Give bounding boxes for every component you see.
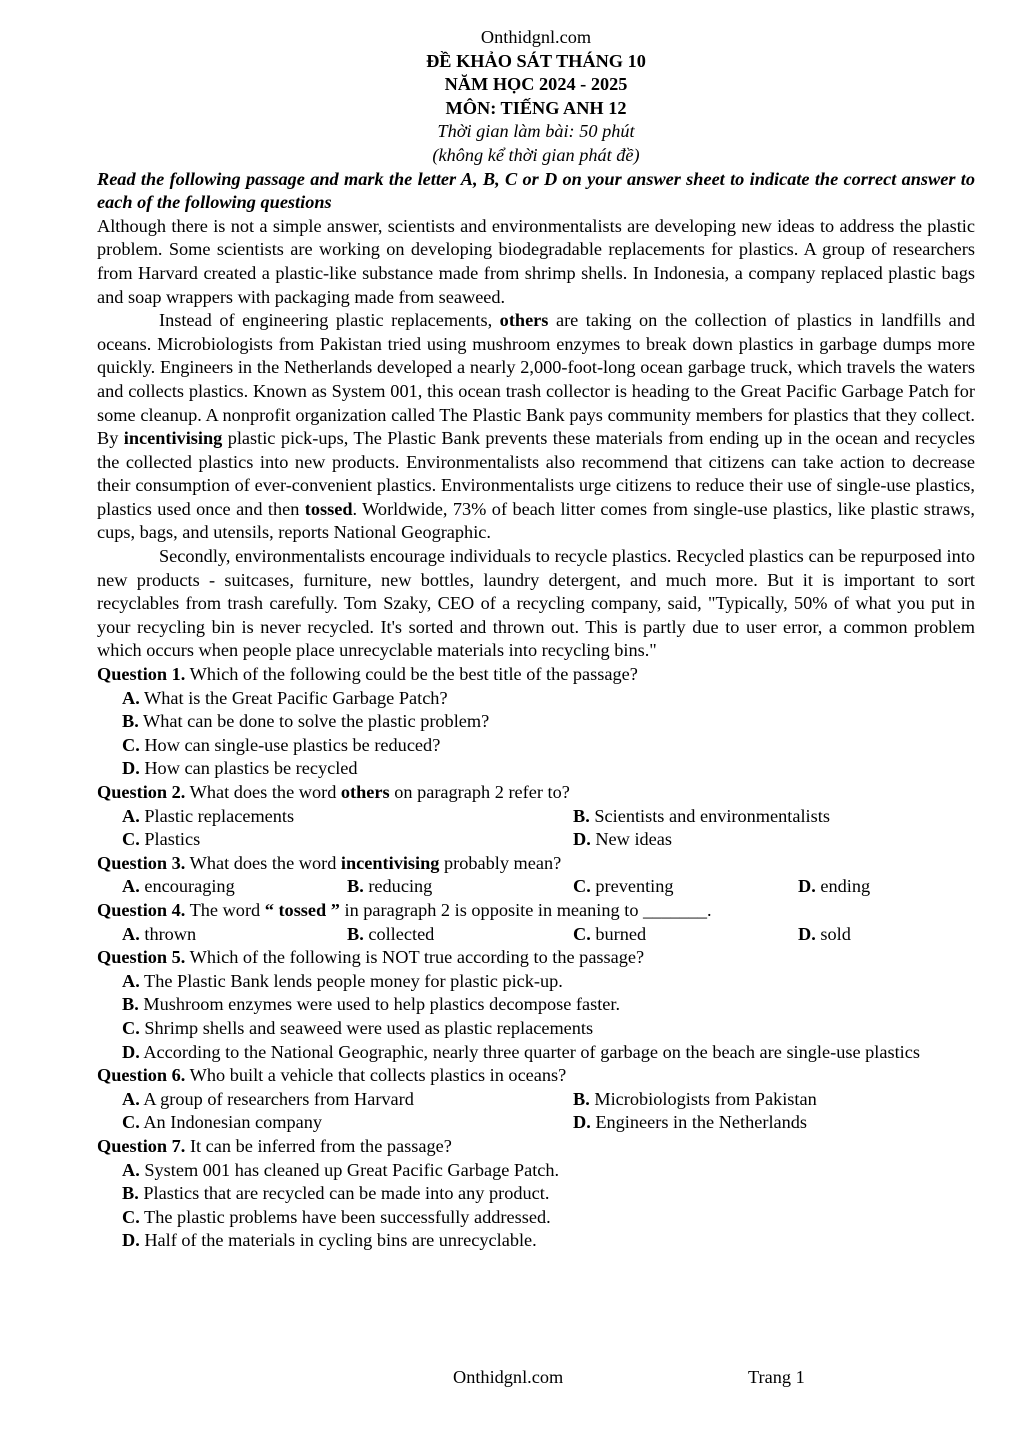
question-text: probably mean? <box>439 852 562 873</box>
p2-word-incentivising: incentivising <box>123 428 223 449</box>
time-limit: Thời gian làm bài: 50 phút <box>437 121 635 142</box>
question-text: Who built a vehicle that collects plastics in oceans? <box>185 1065 567 1086</box>
option-label: D. <box>573 829 591 850</box>
option-text: What is the Great Pacific Garbage Patch? <box>144 687 448 708</box>
option-text: Plastics that are recycled can be made into any product. <box>143 1183 550 1204</box>
option-d[interactable] <box>573 828 1000 852</box>
option-label: A. <box>122 876 140 897</box>
option-text: How can plastics be recycled <box>144 758 358 779</box>
option-a[interactable] <box>122 875 347 899</box>
option-d[interactable] <box>798 923 1000 947</box>
p2-word-others: others <box>499 310 549 331</box>
option-b[interactable] <box>347 875 573 899</box>
p2-word-tossed: tossed <box>304 498 353 519</box>
page-number: Trang 1 <box>748 1367 805 1387</box>
p2-text-4: . Worldwide, 73% of beach litter comes from single-use plastics, like plastic straws, cups, bags, and utensils, reports National Geographic. <box>97 498 975 543</box>
answer-blank: _______ <box>643 899 708 920</box>
option-b[interactable] <box>347 923 573 947</box>
option-a[interactable] <box>122 923 347 947</box>
option-text: The plastic problems have been successfully addressed. <box>144 1206 551 1227</box>
option-label: C. <box>573 876 591 897</box>
option-label: D. <box>122 758 140 779</box>
question-text: What does the word <box>185 852 341 873</box>
question-text: The word <box>185 899 265 920</box>
option-label: D. <box>122 1041 140 1062</box>
option-c[interactable] <box>122 828 573 852</box>
question-7 <box>97 1135 975 1159</box>
option-label: D. <box>122 1230 140 1251</box>
question-keyword: incentivising <box>340 852 440 873</box>
option-label: C. <box>122 734 140 755</box>
option-label: C. <box>122 1112 140 1133</box>
option-text: According to the National Geographic, nearly three quarter of garbage on the beach are single-use plastics <box>143 1041 920 1062</box>
option-c[interactable] <box>573 875 798 899</box>
option-text: How can single-use plastics be reduced? <box>144 734 441 755</box>
subject: MÔN: TIẾNG ANH 12 <box>445 97 627 118</box>
option-c[interactable] <box>97 1206 975 1230</box>
option-text: Plastics <box>144 829 201 850</box>
option-label: A. <box>122 805 140 826</box>
option-text: preventing <box>595 876 674 897</box>
question-label: Question 4. <box>97 899 186 920</box>
question-4 <box>97 899 975 923</box>
option-label: C. <box>122 829 140 850</box>
option-d[interactable] <box>97 1229 975 1253</box>
option-c[interactable] <box>97 1017 975 1041</box>
option-label: A. <box>122 1159 140 1180</box>
option-a[interactable] <box>122 805 573 829</box>
option-label: A. <box>122 1088 140 1109</box>
option-text: ending <box>820 876 871 897</box>
question-label: Question 1. <box>97 664 186 685</box>
option-label: B. <box>122 994 139 1015</box>
option-label: A. <box>122 923 140 944</box>
option-label: C. <box>122 1206 140 1227</box>
option-a[interactable] <box>122 1088 573 1112</box>
option-d[interactable] <box>573 1111 1000 1135</box>
options-grid <box>97 923 975 947</box>
option-label: B. <box>347 923 364 944</box>
question-2 <box>97 781 975 805</box>
option-text: Mushroom enzymes were used to help plastics decompose faster. <box>143 994 621 1015</box>
option-label: D. <box>798 876 816 897</box>
option-text: burned <box>595 923 647 944</box>
option-text: encouraging <box>144 876 235 897</box>
question-text: It can be inferred from the passage? <box>185 1135 452 1156</box>
question-text: What does the word <box>185 782 341 802</box>
question-label: Question 7. <box>97 1135 186 1156</box>
option-text: sold <box>820 923 851 944</box>
option-text: Half of the materials in cycling bins are unrecyclable. <box>144 1230 537 1251</box>
footer-site: Onthidgnl.com <box>453 1367 564 1387</box>
question-text: Which of the following could be the best title of the passage? <box>185 664 638 685</box>
option-text: An Indonesian company <box>143 1112 323 1133</box>
passage-paragraph-1: Although there is not a simple answer, scientists and environmentalists are developing new ideas to address the plastic problem. Some scientists are working on developing biodegradable replacements for plastics. A group of researchers from Harvard created a plastic-like substance made from shrimp shells. In Indonesia, a company replaced plastic bags and soap wrappers with packaging made from seaweed. <box>97 215 975 307</box>
option-a[interactable] <box>97 970 975 994</box>
p2-text-1: Instead of engineering plastic replacements, <box>159 310 500 331</box>
option-b[interactable] <box>573 805 1000 829</box>
option-text: Scientists and environmentalists <box>594 805 830 826</box>
option-text: Plastic replacements <box>144 805 295 826</box>
option-d[interactable] <box>97 757 975 781</box>
question-1 <box>97 663 975 687</box>
option-text: New ideas <box>595 829 673 850</box>
question-label: Question 5. <box>97 947 186 968</box>
p2-text-3: plastic pick-ups, The Plastic Bank prevents these materials from ending up in the ocean and recycles the collected plastics into new products. Environmentalists also recommend that citizens can take action to decrease their consumption of ever-convenient plastics. Environmentalists urge citizens to reduce their use of single-use plastics, plastics used once and then <box>97 428 975 519</box>
option-c[interactable] <box>122 1111 573 1135</box>
school-year: NĂM HỌC 2024 - 2025 <box>444 74 628 95</box>
question-label: Question 3. <box>97 852 186 873</box>
option-label: A. <box>122 970 140 991</box>
question-3 <box>97 852 975 876</box>
option-label: B. <box>122 1183 139 1204</box>
option-label: C. <box>122 1017 140 1038</box>
option-c[interactable] <box>573 923 798 947</box>
option-text: thrown <box>144 923 197 944</box>
question-text: in paragraph 2 is opposite in meaning to <box>339 899 644 920</box>
p2-text-2: are taking on the collection of plastics in landfills and oceans. Microbiologists from Pakistan tried using mushroom enzymes to break down plastics in garbage dumps more quickly. Engineers in the Netherlands developed a nearly 2,000-foot-long ocean garbage truck, which travels the waters and collects plastics. Known as System 001, this ocean trash collector is heading to the Great Pacific Garbage Patch for some cleanup. A nonprofit organization called The Plastic Bank pays community members for plastics that they collect. By <box>97 310 975 449</box>
question-label: Question 2. <box>97 782 186 802</box>
question-keyword: others <box>340 782 390 802</box>
option-c[interactable] <box>97 734 975 758</box>
option-b[interactable] <box>97 993 975 1017</box>
option-b[interactable] <box>97 1182 975 1206</box>
option-label: D. <box>573 1112 591 1133</box>
question-label: Question 6. <box>97 1065 186 1086</box>
instruction: Read the following passage and mark the letter A, B, C or D on your answer sheet to indicate the correct answer to each of the following questions <box>97 168 975 213</box>
option-a[interactable] <box>97 687 975 711</box>
option-b[interactable] <box>573 1088 1000 1112</box>
option-label: B. <box>122 711 139 732</box>
option-label: B. <box>347 876 364 897</box>
question-text: Which of the following is NOT true according to the passage? <box>185 947 645 968</box>
question-text: . <box>707 899 712 920</box>
option-text: What can be done to solve the plastic problem? <box>143 711 490 732</box>
option-label: C. <box>573 923 591 944</box>
question-text: on paragraph 2 refer to? <box>389 782 570 802</box>
document-page <box>97 26 975 1253</box>
options-grid <box>97 805 975 852</box>
option-text: System 001 has cleaned up Great Pacific Garbage Patch. <box>144 1159 560 1180</box>
option-label: D. <box>798 923 816 944</box>
options-grid <box>97 1088 975 1135</box>
option-text: A group of researchers from Harvard <box>143 1088 414 1109</box>
question-keyword: “ tossed ” <box>264 899 340 920</box>
exam-header <box>97 26 975 168</box>
option-text: The Plastic Bank lends people money for plastic pick-up. <box>144 970 563 991</box>
passage-paragraph-2 <box>97 309 975 545</box>
option-label: B. <box>573 805 590 826</box>
page-footer <box>0 1366 1024 1390</box>
option-label: B. <box>573 1088 590 1109</box>
option-text: Microbiologists from Pakistan <box>594 1088 817 1109</box>
time-note: (không kể thời gian phát đề) <box>432 144 640 165</box>
passage-paragraph-3: Secondly, environmentalists encourage individuals to recycle plastics. Recycled plastics can be repurposed into new products - suitcases, furniture, new bottles, laundry detergent, and much more. But it is important to sort recyclables from trash carefully. Tom Szaky, CEO of a recycling company, said, "Typically, 50% of what you put in your recycling bin is never recycled. It's sorted and thrown out. This is partly due to user error, a common problem which occurs when people place unrecyclable materials into recycling bins." <box>97 546 975 661</box>
option-text: collected <box>368 923 435 944</box>
question-5 <box>97 946 975 970</box>
option-text: reducing <box>368 876 433 897</box>
options-grid <box>97 875 975 899</box>
option-text: Shrimp shells and seaweed were used as plastic replacements <box>144 1017 594 1038</box>
exam-title: ĐỀ KHẢO SÁT THÁNG 10 <box>426 50 646 71</box>
option-a[interactable] <box>97 1159 975 1183</box>
option-b[interactable] <box>97 710 975 734</box>
site-name: Onthidgnl.com <box>480 27 592 47</box>
option-d[interactable] <box>97 1041 975 1065</box>
option-label: A. <box>122 687 140 708</box>
option-d[interactable] <box>798 875 1000 899</box>
option-text: Engineers in the Netherlands <box>595 1112 808 1133</box>
question-6 <box>97 1064 975 1088</box>
